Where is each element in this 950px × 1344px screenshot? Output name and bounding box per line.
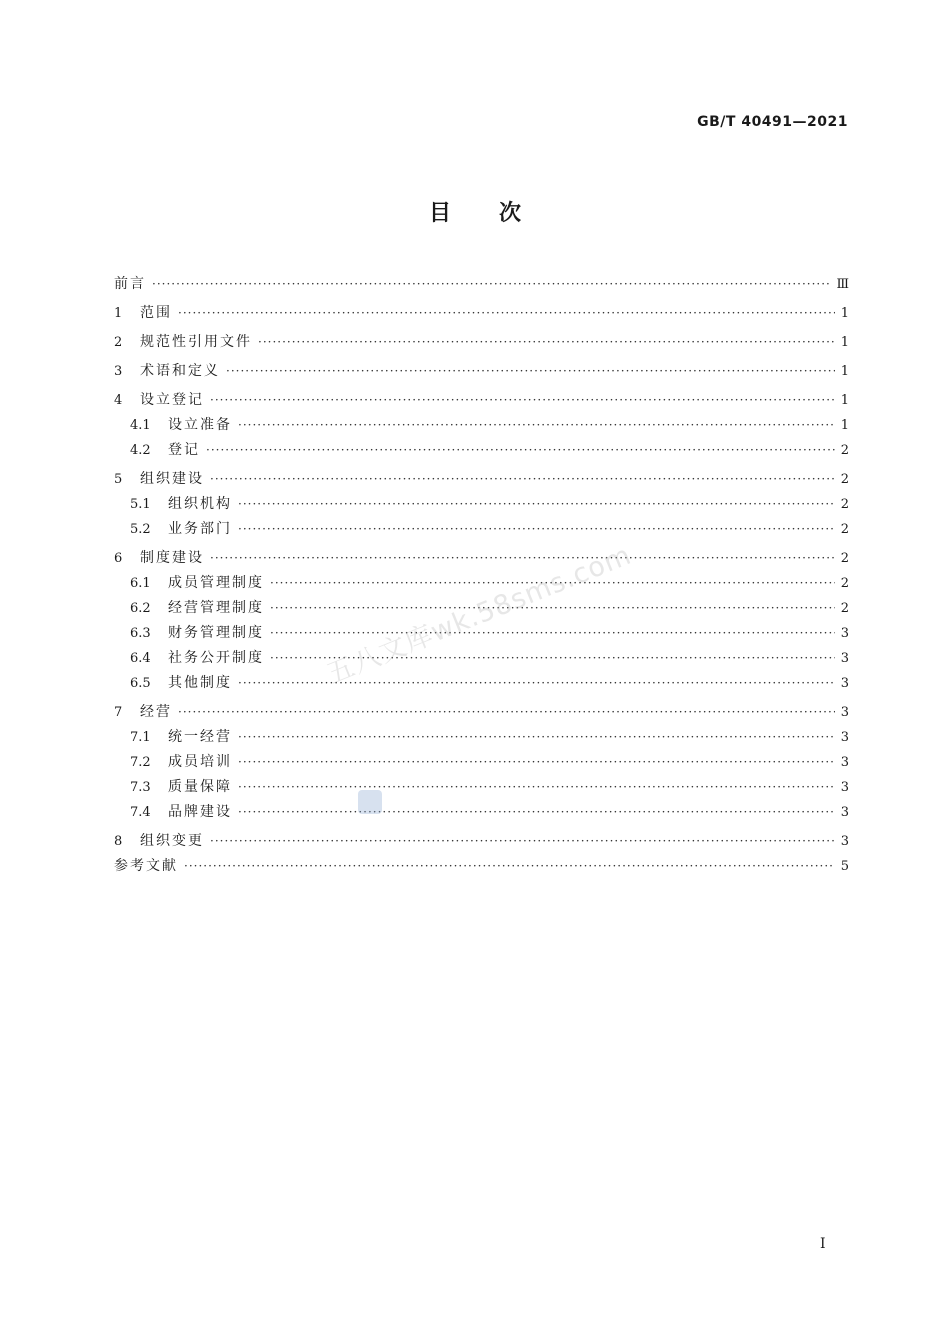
toc-entry-number: 7.1 (130, 730, 151, 745)
toc-leader-dots (206, 438, 835, 463)
toc-entry-number: 4 (114, 393, 123, 408)
toc-leader-dots (238, 492, 835, 517)
toc-entry-number: 6.2 (130, 601, 151, 616)
toc-entry[interactable] (114, 829, 849, 854)
toc-entry-page: 2 (840, 551, 849, 566)
toc-entry-page: 3 (840, 651, 849, 666)
toc-leader-dots (258, 330, 835, 355)
toc-entry[interactable] (114, 700, 849, 725)
toc-entry-page: 2 (840, 497, 849, 512)
toc-leader-dots (270, 571, 835, 596)
toc-leader-dots (238, 800, 835, 825)
toc-leader-dots (238, 413, 835, 438)
toc-entry-label: 参考文献 (114, 858, 178, 874)
toc-entry-number: 6.4 (130, 651, 151, 666)
toc-leader-dots (238, 775, 835, 800)
toc-entry-number: 8 (114, 834, 123, 849)
toc-entry[interactable] (114, 671, 849, 696)
toc-entry-label: 设立准备 (168, 417, 232, 433)
toc-entry[interactable] (114, 775, 849, 800)
toc-leader-dots (210, 388, 835, 413)
toc-entry-number: 5 (114, 472, 123, 487)
toc-entry-label: 社务公开制度 (168, 650, 264, 666)
footer-page-number: I (820, 1236, 826, 1252)
toc-entry-page: 1 (840, 364, 849, 379)
toc-entry-page: 5 (840, 859, 849, 874)
toc-entry-label: 业务部门 (168, 521, 232, 537)
toc-entry-page: 3 (840, 805, 849, 820)
toc-entry-number: 7.4 (130, 805, 151, 820)
toc-entry[interactable] (114, 725, 849, 750)
toc-entry[interactable] (114, 546, 849, 571)
toc-entry[interactable] (114, 467, 849, 492)
toc-leader-dots (226, 359, 835, 384)
toc-entry[interactable] (114, 854, 849, 879)
toc-entry-label: 质量保障 (168, 779, 232, 795)
toc-entry[interactable] (114, 272, 849, 297)
toc-entry-page: Ⅲ (836, 277, 849, 292)
toc-entry-label: 成员管理制度 (168, 575, 264, 591)
toc-entry[interactable] (114, 301, 849, 326)
toc-entry-number: 4.2 (130, 443, 151, 458)
toc-entry-number: 4.1 (130, 418, 151, 433)
toc-entry-page: 1 (840, 418, 849, 433)
toc-entry-label: 经营管理制度 (168, 600, 264, 616)
toc-entry-page: 1 (840, 393, 849, 408)
toc-entry-number: 5.2 (130, 522, 151, 537)
toc-entry-page: 3 (840, 780, 849, 795)
toc-entry[interactable] (114, 330, 849, 355)
toc-entry-label: 登记 (168, 442, 200, 458)
toc-entry-label: 组织建设 (140, 471, 204, 487)
toc-entry-label: 统一经营 (168, 729, 232, 745)
toc-entry-label: 规范性引用文件 (140, 334, 252, 350)
toc-entry[interactable] (114, 388, 849, 413)
page-title: 目次 (428, 201, 569, 226)
toc-entry-label: 前言 (114, 276, 146, 292)
toc-entry-label: 组织机构 (168, 496, 232, 512)
toc-leader-dots (178, 301, 835, 326)
toc-entry-number: 6.1 (130, 576, 151, 591)
toc-entry[interactable] (114, 359, 849, 384)
toc-entry-page: 3 (840, 705, 849, 720)
toc-entry[interactable] (114, 413, 849, 438)
toc-entry-number: 6.3 (130, 626, 151, 641)
toc-entry-page: 1 (840, 306, 849, 321)
toc-entry-number: 5.1 (130, 497, 151, 512)
toc-leader-dots (152, 272, 832, 297)
toc-leader-dots (270, 646, 835, 671)
toc-entry-label: 制度建设 (140, 550, 204, 566)
toc-entry-page: 1 (840, 335, 849, 350)
toc-entry-page: 3 (840, 626, 849, 641)
toc-leader-dots (210, 546, 835, 571)
toc-entry-label: 组织变更 (140, 833, 204, 849)
toc-entry-label: 财务管理制度 (168, 625, 264, 641)
toc-leader-dots (270, 621, 835, 646)
toc-entry-page: 2 (840, 601, 849, 616)
toc-leader-dots (238, 517, 835, 542)
toc-entry[interactable] (114, 492, 849, 517)
toc-entry-number: 7.2 (130, 755, 151, 770)
toc-entry-number: 6.5 (130, 676, 151, 691)
toc-entry[interactable] (114, 621, 849, 646)
toc-entry[interactable] (114, 517, 849, 542)
toc-entry-page: 3 (840, 676, 849, 691)
toc-entry[interactable] (114, 646, 849, 671)
toc-entry-label: 设立登记 (140, 392, 204, 408)
toc-entry-number: 1 (114, 306, 123, 321)
toc-leader-dots (270, 596, 835, 621)
toc-entry-page: 2 (840, 443, 849, 458)
toc-entry-number: 3 (114, 364, 123, 379)
toc-entry[interactable] (114, 596, 849, 621)
toc-entry-number: 6 (114, 551, 123, 566)
toc-entry-page: 3 (840, 755, 849, 770)
toc-entry-label: 成员培训 (168, 754, 232, 770)
toc-leader-dots (184, 854, 835, 879)
toc-entry-label: 术语和定义 (140, 363, 220, 379)
toc-entry[interactable] (114, 750, 849, 775)
standard-code: GB/T 40491—2021 (697, 114, 848, 130)
toc-entry[interactable] (114, 800, 849, 825)
toc-entry-page: 3 (840, 730, 849, 745)
toc-entry-label: 品牌建设 (168, 804, 232, 820)
toc-entry-page: 2 (840, 522, 849, 537)
toc-leader-dots (238, 750, 835, 775)
toc-entry-page: 3 (840, 834, 849, 849)
toc-entry-number: 2 (114, 335, 123, 350)
toc-leader-dots (210, 829, 835, 854)
toc-entry-number: 7 (114, 705, 123, 720)
toc-leader-dots (238, 725, 835, 750)
toc-entry-label: 范围 (140, 305, 172, 321)
toc-entry-number: 7.3 (130, 780, 151, 795)
watermark: 五八文库wk.58sms.com (322, 539, 636, 691)
toc-leader-dots (178, 700, 835, 725)
toc-entry-label: 经营 (140, 704, 172, 720)
toc-entry[interactable] (114, 571, 849, 596)
toc-entry-page: 2 (840, 472, 849, 487)
table-of-contents (114, 272, 849, 879)
toc-entry-label: 其他制度 (168, 675, 232, 691)
toc-entry[interactable] (114, 438, 849, 463)
toc-leader-dots (210, 467, 835, 492)
toc-leader-dots (238, 671, 835, 696)
watermark-logo-icon (358, 790, 382, 814)
toc-entry-page: 2 (840, 576, 849, 591)
